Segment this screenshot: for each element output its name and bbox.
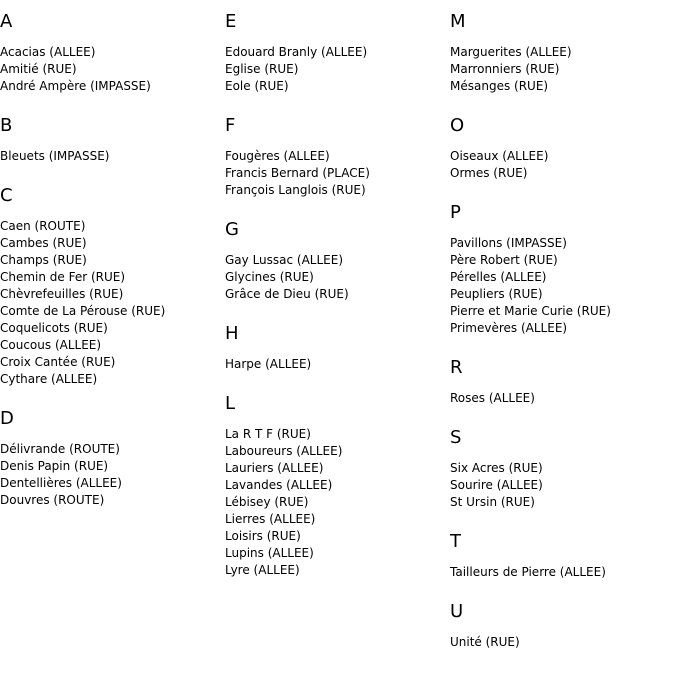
letter-section: [450, 358, 670, 407]
section-letter-heading: M: [450, 11, 466, 32]
letter-section: [0, 186, 220, 388]
section-letter-heading: G: [225, 219, 239, 240]
street-link[interactable]: Acacias (ALLEE): [0, 45, 96, 59]
street-link[interactable]: Croix Cantée (RUE): [0, 355, 116, 369]
section-spacer: [450, 581, 670, 602]
street-index-column-1: [0, 12, 220, 509]
section-letter-heading: A: [0, 11, 13, 32]
section-spacer: [225, 303, 445, 324]
letter-section: [225, 12, 445, 95]
street-link[interactable]: Fougères (ALLEE): [225, 149, 330, 163]
street-link[interactable]: Tailleurs de Pierre (ALLEE): [450, 565, 606, 579]
section-spacer: [0, 165, 220, 186]
section-spacer: [450, 182, 670, 203]
street-link[interactable]: François Langlois (RUE): [225, 183, 366, 197]
street-link[interactable]: Eglise (RUE): [225, 62, 299, 76]
street-link[interactable]: Peupliers (RUE): [450, 287, 543, 301]
street-link[interactable]: Lauriers (ALLEE): [225, 461, 324, 475]
street-link[interactable]: Laboureurs (ALLEE): [225, 444, 343, 458]
section-letter-heading: E: [225, 11, 237, 32]
section-letter-heading: H: [225, 323, 239, 344]
street-link[interactable]: Unité (RUE): [450, 635, 520, 649]
section-letter-heading: O: [450, 115, 465, 136]
street-link[interactable]: Sourire (ALLEE): [450, 478, 543, 492]
letter-section: [0, 12, 220, 95]
street-link[interactable]: André Ampère (IMPASSE): [0, 79, 151, 93]
section-spacer: [0, 95, 220, 116]
street-link[interactable]: Eole (RUE): [225, 79, 289, 93]
letter-section: [225, 220, 445, 303]
street-link[interactable]: Lierres (ALLEE): [225, 512, 316, 526]
street-link[interactable]: Ormes (RUE): [450, 166, 528, 180]
section-letter-heading: U: [450, 601, 464, 622]
letter-section: [0, 409, 220, 509]
letter-section: [450, 12, 670, 95]
street-link[interactable]: Coquelicots (RUE): [0, 321, 108, 335]
street-link[interactable]: Francis Bernard (PLACE): [225, 166, 370, 180]
street-link[interactable]: Pierre et Marie Curie (RUE): [450, 304, 611, 318]
street-link[interactable]: Chemin de Fer (RUE): [0, 270, 126, 284]
street-link[interactable]: Lavandes (ALLEE): [225, 478, 333, 492]
street-link[interactable]: Cythare (ALLEE): [0, 372, 98, 386]
street-link[interactable]: Grâce de Dieu (RUE): [225, 287, 349, 301]
street-link[interactable]: Oiseaux (ALLEE): [450, 149, 549, 163]
street-link[interactable]: Cambes (RUE): [0, 236, 87, 250]
section-spacer: [225, 199, 445, 220]
section-letter-heading: R: [450, 357, 463, 378]
street-link[interactable]: Denis Papin (RUE): [0, 459, 109, 473]
section-letter-heading: S: [450, 427, 462, 448]
street-link[interactable]: Primevères (ALLEE): [450, 321, 568, 335]
section-letter-heading: T: [450, 531, 461, 552]
section-letter-heading: B: [0, 115, 13, 136]
street-link[interactable]: Douvres (ROUTE): [0, 493, 105, 507]
street-link[interactable]: Lupins (ALLEE): [225, 546, 314, 560]
section-letter-heading: C: [0, 185, 13, 206]
letter-section: [450, 532, 670, 581]
street-link[interactable]: Loisirs (RUE): [225, 529, 301, 543]
section-spacer: [450, 511, 670, 532]
street-link[interactable]: Marguerites (ALLEE): [450, 45, 572, 59]
section-letter-heading: D: [0, 408, 14, 429]
street-index-column-2: [225, 12, 445, 579]
street-link[interactable]: Caen (ROUTE): [0, 219, 86, 233]
street-link[interactable]: Pavillons (IMPASSE): [450, 236, 567, 250]
section-spacer: [225, 95, 445, 116]
letter-section: [450, 602, 670, 651]
street-link[interactable]: Mésanges (RUE): [450, 79, 549, 93]
section-spacer: [0, 388, 220, 409]
street-link[interactable]: Lyre (ALLEE): [225, 563, 300, 577]
letter-section: [450, 116, 670, 182]
letter-section: [0, 116, 220, 165]
street-link[interactable]: Bleuets (IMPASSE): [0, 149, 110, 163]
street-link[interactable]: St Ursin (RUE): [450, 495, 535, 509]
street-link[interactable]: Pérelles (ALLEE): [450, 270, 547, 284]
street-link[interactable]: Marronniers (RUE): [450, 62, 560, 76]
street-link[interactable]: Père Robert (RUE): [450, 253, 558, 267]
section-spacer: [450, 337, 670, 358]
section-letter-heading: P: [450, 202, 461, 223]
street-link[interactable]: Délivrande (ROUTE): [0, 442, 120, 456]
street-link[interactable]: Comte de La Pérouse (RUE): [0, 304, 166, 318]
letter-section: [450, 428, 670, 511]
letter-section: [225, 394, 445, 579]
street-link[interactable]: Six Acres (RUE): [450, 461, 543, 475]
letter-section: [225, 324, 445, 373]
street-link[interactable]: Gay Lussac (ALLEE): [225, 253, 344, 267]
street-link[interactable]: Amitié (RUE): [0, 62, 77, 76]
street-link[interactable]: Dentellières (ALLEE): [0, 476, 122, 490]
street-link[interactable]: Coucous (ALLEE): [0, 338, 102, 352]
street-link[interactable]: Harpe (ALLEE): [225, 357, 312, 371]
section-letter-heading: L: [225, 393, 236, 414]
street-link[interactable]: Champs (RUE): [0, 253, 87, 267]
section-spacer: [225, 373, 445, 394]
street-link[interactable]: Lébisey (RUE): [225, 495, 309, 509]
street-link[interactable]: La R T F (RUE): [225, 427, 311, 441]
section-spacer: [450, 407, 670, 428]
street-link[interactable]: Chèvrefeuilles (RUE): [0, 287, 124, 301]
letter-section: [450, 203, 670, 337]
letter-section: [225, 116, 445, 199]
street-index-column-3: [450, 12, 670, 651]
street-link[interactable]: Roses (ALLEE): [450, 391, 535, 405]
street-link[interactable]: Glycines (RUE): [225, 270, 314, 284]
section-letter-heading: F: [225, 115, 236, 136]
section-spacer: [450, 95, 670, 116]
street-link[interactable]: Edouard Branly (ALLEE): [225, 45, 368, 59]
